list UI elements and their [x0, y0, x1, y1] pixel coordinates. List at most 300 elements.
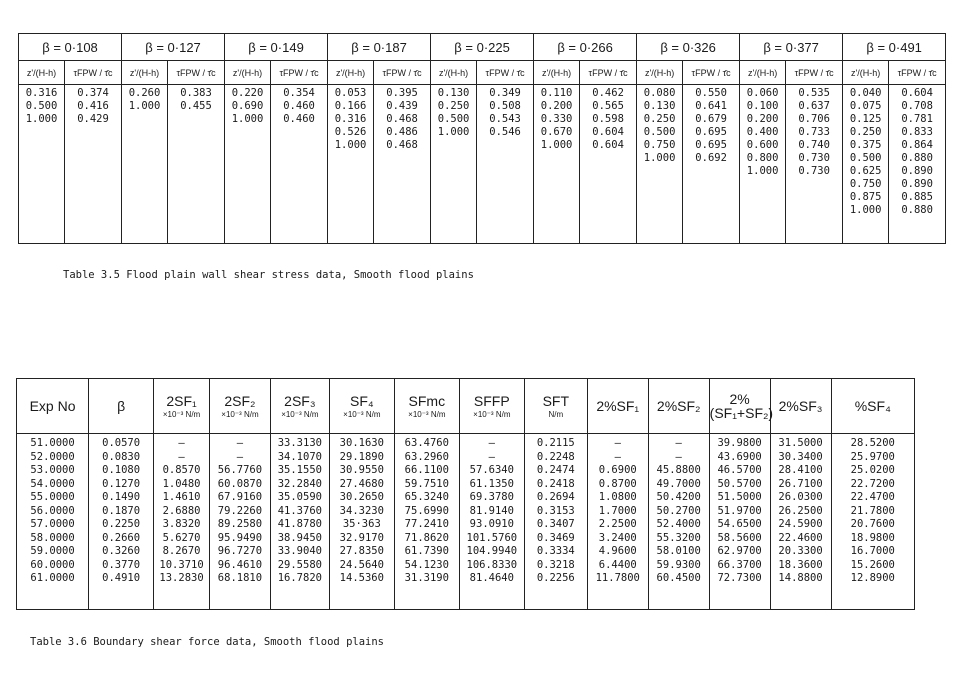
cell-value: —: [236, 437, 244, 449]
cell-value: 1.4610: [162, 491, 201, 503]
cell-value: 0.730: [798, 152, 830, 164]
tau-ratio-values: [580, 85, 637, 244]
cell-value: 0.316: [334, 113, 367, 125]
tau-ratio-values: [65, 85, 122, 244]
cell-value: 34.3230: [339, 504, 384, 517]
cell-value: 0.4910: [102, 572, 141, 584]
cell-value: 6.4400: [598, 558, 637, 571]
cell-value: 45.8800: [656, 464, 701, 476]
z-ratio-header: z'/(H-h): [122, 61, 168, 85]
cell-value: 79.2260: [217, 504, 263, 517]
cell-value: 31.5000: [778, 437, 823, 449]
cell-value: 1.000: [746, 165, 779, 177]
column-label: Exp No: [29, 398, 76, 414]
cell-value: 0.875: [849, 191, 882, 203]
cell-value: 0.800: [746, 152, 779, 164]
cell-value: 89.2580: [217, 518, 263, 530]
cell-value: —: [675, 450, 682, 463]
z-ratio-header: z'/(H-h): [328, 61, 374, 85]
cell-value: 1.0800: [598, 491, 637, 503]
cell-value: 0.316: [25, 87, 58, 99]
cell-value: 68.1810: [217, 572, 263, 584]
cell-value: 0.460: [283, 113, 315, 125]
cell-value: 50.5700: [717, 477, 762, 490]
column-label: SFmc: [408, 392, 446, 409]
cell-value: 96.4610: [217, 558, 263, 571]
cell-value: 1.000: [849, 204, 882, 216]
cell-value: 0.690: [231, 100, 264, 112]
cell-value: 0.625: [849, 165, 882, 177]
cell-value: 0.1490: [102, 491, 141, 503]
tau-ratio-header: τFPW / τ̄c: [580, 61, 637, 85]
cell-value: 0.890: [901, 178, 933, 190]
cell-value: 30.1630: [339, 437, 384, 449]
z-ratio-values: [534, 85, 580, 244]
z-ratio-values: [740, 85, 786, 244]
column-label: 2%SF₂: [656, 398, 701, 414]
column-values: [270, 434, 329, 610]
cell-value: 0.455: [180, 100, 212, 112]
z-ratio-header: z'/(H-h): [225, 61, 271, 85]
cell-value: 0.416: [77, 100, 109, 112]
tau-ratio-header: τFPW / τ̄c: [168, 61, 225, 85]
column-values: [209, 434, 270, 610]
cell-value: 60.0000: [30, 558, 75, 571]
column-unit: ×10⁻³ N/m: [473, 409, 511, 419]
cell-value: 0.546: [489, 126, 521, 138]
table-3-6-caption: Table 3.6 Boundary shear force data, Smooth flood plains: [30, 636, 385, 648]
cell-value: 51.0000: [30, 437, 75, 449]
cell-value: 61.0000: [30, 572, 75, 584]
beta-header: β = 0·377: [740, 34, 843, 61]
cell-value: 22.7200: [850, 477, 895, 490]
cell-value: 57.6340: [469, 464, 514, 476]
cell-value: 0.598: [592, 113, 624, 125]
cell-value: 1.000: [25, 113, 58, 125]
cell-value: 18.9800: [850, 531, 895, 544]
cell-value: 0.1270: [102, 477, 141, 490]
cell-value: 43.6900: [717, 450, 762, 463]
cell-value: 0.3407: [536, 518, 575, 530]
cell-value: 29.1890: [339, 450, 384, 463]
cell-value: 0.500: [437, 113, 470, 125]
cell-value: 33.9040: [277, 545, 322, 557]
cell-value: 0.462: [592, 87, 624, 99]
cell-value: 56.7760: [217, 464, 263, 476]
cell-value: 34.1070: [277, 450, 322, 463]
cell-value: 51.9700: [717, 504, 762, 517]
cell-value: 10.3710: [159, 558, 204, 571]
column-header: [394, 379, 459, 434]
cell-value: 0.740: [798, 139, 830, 151]
beta-header: β = 0·187: [328, 34, 431, 61]
cell-value: 0.349: [489, 87, 521, 99]
tau-ratio-values: [374, 85, 431, 244]
cell-value: 0.3334: [536, 545, 575, 557]
cell-value: 61.1350: [469, 477, 514, 490]
cell-value: 33.3130: [277, 437, 322, 449]
cell-value: 61.7390: [404, 545, 449, 557]
cell-value: 32.2840: [277, 477, 322, 490]
cell-value: 54.0000: [30, 477, 75, 490]
cell-value: 0.220: [231, 87, 264, 99]
cell-value: 25.9700: [850, 450, 895, 463]
column-values: [709, 434, 770, 610]
cell-value: 0.260: [128, 87, 161, 99]
cell-value: 38.9450: [277, 531, 322, 544]
column-values: [394, 434, 459, 610]
column-header: [648, 379, 709, 434]
column-header: [329, 379, 394, 434]
tau-ratio-values: [168, 85, 225, 244]
cell-value: 57.0000: [30, 518, 75, 530]
cell-value: —: [675, 437, 682, 449]
cell-value: 0.604: [901, 87, 933, 99]
z-ratio-values: [431, 85, 477, 244]
cell-value: 2.2500: [598, 518, 637, 530]
column-unit: ×10⁻³ N/m: [281, 409, 319, 419]
cell-value: 2.6880: [162, 504, 201, 517]
header-row: [17, 379, 915, 434]
cell-value: 65.3240: [404, 491, 449, 503]
cell-value: 18.3600: [778, 558, 823, 571]
z-ratio-values: [122, 85, 168, 244]
cell-value: 49.7000: [656, 477, 701, 490]
cell-value: 96.7270: [217, 545, 263, 557]
cell-value: 0.166: [334, 100, 367, 112]
cell-value: 1.000: [128, 100, 161, 112]
cell-value: 0.750: [849, 178, 882, 190]
cell-value: 0.730: [798, 165, 830, 177]
z-ratio-values: [225, 85, 271, 244]
cell-value: —: [488, 437, 495, 449]
cell-value: —: [614, 450, 621, 463]
cell-value: 41.3760: [277, 504, 322, 517]
cell-value: 0.508: [489, 100, 521, 112]
cell-value: 0.2694: [536, 491, 575, 503]
beta-header: β = 0·225: [431, 34, 534, 61]
cell-value: 0.0830: [102, 450, 141, 463]
cell-value: 1.000: [437, 126, 470, 138]
cell-value: 63.2960: [404, 450, 449, 463]
tau-ratio-header: τFPW / τ̄c: [477, 61, 534, 85]
column-values: [831, 434, 914, 610]
column-values: [587, 434, 648, 610]
cell-value: 95.9490: [217, 531, 263, 544]
column-header: [524, 379, 587, 434]
cell-value: 75.6990: [404, 504, 449, 517]
cell-value: 62.9700: [717, 545, 762, 557]
column-label: 2%SF₃: [778, 398, 823, 414]
cell-value: 31.3190: [404, 572, 449, 584]
cell-value: 0.130: [643, 100, 676, 112]
cell-value: 4.9600: [598, 545, 637, 557]
cell-value: 0.8570: [162, 464, 201, 476]
z-ratio-values: [328, 85, 374, 244]
cell-value: 16.7000: [850, 545, 895, 557]
cell-value: 0.526: [334, 126, 367, 138]
cell-value: 59.0000: [30, 545, 75, 557]
cell-value: 20.3300: [778, 545, 823, 557]
column-label: SFT: [542, 392, 570, 409]
cell-value: 30.3400: [778, 450, 823, 463]
cell-value: 26.0300: [778, 491, 823, 503]
beta-header: β = 0·491: [843, 34, 946, 61]
tau-ratio-header: τFPW / τ̄c: [271, 61, 328, 85]
z-ratio-header: z'/(H-h): [431, 61, 477, 85]
cell-value: 69.3780: [469, 491, 514, 503]
cell-value: 0.833: [901, 126, 933, 138]
cell-value: 0.1870: [102, 504, 141, 517]
cell-value: 25.0200: [850, 464, 895, 476]
cell-value: 0.2248: [536, 450, 575, 463]
cell-value: 67.9160: [217, 491, 263, 503]
cell-value: 0.604: [592, 126, 624, 138]
cell-value: 22.4600: [778, 531, 823, 544]
cell-value: 0.6900: [598, 464, 637, 476]
cell-value: 66.1100: [404, 464, 449, 476]
cell-value: 0.200: [746, 113, 779, 125]
column-label: 2%SF₁: [596, 398, 640, 414]
cell-value: 29.5580: [277, 558, 322, 571]
cell-value: 0.708: [901, 100, 933, 112]
tau-ratio-values: [477, 85, 534, 244]
cell-value: 52.0000: [30, 450, 75, 463]
column-label: 2SF₂: [224, 392, 256, 409]
cell-value: 51.5000: [717, 491, 762, 503]
data-row: [19, 85, 946, 244]
cell-value: 41.8780: [277, 518, 322, 530]
cell-value: 27.8350: [339, 545, 384, 557]
column-label: β: [117, 398, 126, 414]
column-header: [831, 379, 914, 434]
tau-ratio-values: [889, 85, 946, 244]
z-ratio-values: [843, 85, 889, 244]
cell-value: 0.500: [25, 100, 58, 112]
z-ratio-values: [637, 85, 683, 244]
cell-value: —: [488, 450, 495, 463]
z-ratio-values: [19, 85, 65, 244]
cell-value: 14.8800: [778, 572, 823, 584]
cell-value: 0.053: [334, 87, 367, 99]
cell-value: 39.9800: [717, 437, 762, 449]
cell-value: 0.429: [77, 113, 109, 125]
column-header: [459, 379, 524, 434]
cell-value: 53.0000: [30, 464, 75, 476]
cell-value: 50.2700: [656, 504, 701, 517]
beta-header: β = 0·108: [19, 34, 122, 61]
cell-value: 0.733: [798, 126, 830, 138]
cell-value: 0.637: [798, 100, 830, 112]
cell-value: 24.5640: [339, 558, 384, 571]
cell-value: 0.535: [798, 87, 830, 99]
cell-value: 28.5200: [850, 437, 895, 449]
cell-value: 0.354: [283, 87, 315, 99]
cell-value: 81.4640: [469, 572, 514, 584]
cell-value: 0.100: [746, 100, 779, 112]
cell-value: 0.200: [540, 100, 573, 112]
cell-value: 20.7600: [850, 518, 895, 530]
cell-value: 0.604: [592, 139, 624, 151]
cell-value: 106.8330: [466, 558, 518, 571]
cell-value: 0.468: [386, 139, 418, 151]
cell-value: 72.7300: [717, 572, 762, 584]
tau-ratio-values: [271, 85, 328, 244]
cell-value: 35.0590: [277, 491, 322, 503]
column-values: [17, 434, 89, 610]
column-unit: ×10⁻³ N/m: [162, 409, 201, 419]
cell-value: 26.2500: [778, 504, 823, 517]
cell-value: 0.2660: [102, 531, 141, 544]
beta-header-row: [19, 34, 946, 61]
z-ratio-header: z'/(H-h): [843, 61, 889, 85]
cell-value: 59.9300: [656, 558, 701, 571]
z-ratio-header: z'/(H-h): [740, 61, 786, 85]
cell-value: 0.880: [901, 152, 933, 164]
column-header: [270, 379, 329, 434]
cell-value: 0.8700: [598, 477, 637, 490]
cell-value: 0.250: [437, 100, 470, 112]
cell-value: 0.500: [849, 152, 882, 164]
column-values: [154, 434, 210, 610]
cell-value: 0.486: [386, 126, 418, 138]
z-ratio-header: z'/(H-h): [534, 61, 580, 85]
column-header: [89, 379, 154, 434]
cell-value: 0.2474: [536, 464, 575, 476]
cell-value: 5.6270: [162, 531, 201, 544]
column-unit: N/m: [548, 409, 564, 419]
tau-ratio-header: τFPW / τ̄c: [65, 61, 122, 85]
cell-value: 15.2600: [850, 558, 895, 571]
cell-value: 1.000: [334, 139, 367, 151]
cell-value: 55.3200: [656, 531, 701, 544]
cell-value: 35.1550: [277, 464, 322, 476]
column-header: [709, 379, 774, 434]
cell-value: 0.374: [77, 87, 109, 99]
cell-value: 27.4680: [339, 477, 384, 490]
tau-ratio-header: τFPW / τ̄c: [683, 61, 740, 85]
cell-value: 3.2400: [598, 531, 637, 544]
cell-value: 21.7800: [850, 504, 895, 517]
cell-value: 0.781: [901, 113, 933, 125]
sub-header-row: [19, 61, 946, 85]
cell-value: —: [178, 450, 185, 463]
cell-value: 0.439: [386, 100, 418, 112]
cell-value: —: [236, 450, 244, 463]
cell-value: 0.383: [180, 87, 212, 99]
cell-value: 1.000: [643, 152, 676, 164]
cell-value: 0.641: [695, 100, 727, 112]
beta-header: β = 0·266: [534, 34, 637, 61]
cell-value: 0.060: [746, 87, 779, 99]
cell-value: 0.2256: [536, 572, 575, 584]
cell-value: 0.885: [901, 191, 933, 203]
cell-value: 101.5760: [466, 531, 518, 544]
cell-value: 0.330: [540, 113, 573, 125]
table-3-6: [16, 378, 915, 610]
cell-value: 0.692: [695, 152, 727, 164]
column-label: 2SF₁: [166, 392, 197, 409]
cell-value: 0.550: [695, 87, 727, 99]
cell-value: 0.080: [643, 87, 676, 99]
cell-value: 0.250: [849, 126, 882, 138]
tau-ratio-values: [786, 85, 843, 244]
tau-ratio-header: τFPW / τ̄c: [889, 61, 946, 85]
column-label: 2SF₃: [284, 392, 316, 409]
cell-value: 32.9170: [339, 531, 384, 544]
cell-value: 0.695: [695, 126, 727, 138]
cell-value: 0.864: [901, 139, 933, 151]
cell-value: 0.3153: [536, 504, 575, 517]
z-ratio-header: z'/(H-h): [637, 61, 683, 85]
column-unit: ×10⁻³ N/m: [343, 409, 381, 419]
cell-value: 0.543: [489, 113, 521, 125]
cell-value: 0.3770: [102, 558, 141, 571]
cell-value: 52.4000: [656, 518, 701, 530]
beta-header: β = 0·326: [637, 34, 740, 61]
column-unit: ×10⁻³ N/m: [408, 409, 446, 419]
cell-value: 1.000: [231, 113, 264, 125]
tau-ratio-header: τFPW / τ̄c: [374, 61, 431, 85]
cell-value: 77.2410: [404, 518, 449, 530]
cell-value: 0.110: [540, 87, 573, 99]
cell-value: 54.6500: [717, 518, 762, 530]
cell-value: 58.5600: [717, 531, 762, 544]
z-ratio-header: z'/(H-h): [19, 61, 65, 85]
cell-value: 0.250: [643, 113, 676, 125]
cell-value: 22.4700: [850, 491, 895, 503]
cell-value: 0.2250: [102, 518, 141, 530]
cell-value: 0.500: [643, 126, 676, 138]
cell-value: 0.2115: [536, 437, 575, 449]
cell-value: 46.5700: [717, 464, 762, 476]
cell-value: 0.395: [386, 87, 418, 99]
column-header: [154, 379, 210, 434]
cell-value: 0.040: [849, 87, 882, 99]
beta-header: β = 0·149: [225, 34, 328, 61]
table-3-5-caption: Table 3.5 Flood plain wall shear stress data, Smooth flood plains: [63, 269, 474, 281]
column-header: [17, 379, 89, 434]
column-values: [524, 434, 587, 610]
cell-value: 0.460: [283, 100, 315, 112]
cell-value: 0.400: [746, 126, 779, 138]
cell-value: 104.9940: [466, 545, 518, 557]
cell-value: 0.695: [695, 139, 727, 151]
cell-value: 59.7510: [404, 477, 449, 490]
column-label: SF₄: [350, 392, 374, 409]
cell-value: 0.600: [746, 139, 779, 151]
cell-value: 0.130: [437, 87, 470, 99]
column-values: [89, 434, 154, 610]
cell-value: 0.2418: [536, 477, 575, 490]
cell-value: 1.7000: [598, 504, 637, 517]
cell-value: 60.4500: [656, 572, 701, 584]
cell-value: 66.3700: [717, 558, 762, 571]
column-label: SFFP: [473, 392, 510, 409]
column-values: [459, 434, 524, 610]
cell-value: 71.8620: [404, 531, 449, 544]
cell-value: 63.4760: [404, 437, 449, 449]
cell-value: —: [178, 437, 185, 449]
cell-value: 30.9550: [339, 464, 384, 476]
cell-value: 0.3469: [536, 531, 575, 544]
tau-ratio-values: [683, 85, 740, 244]
column-unit: ×10⁻³ N/m: [221, 409, 259, 419]
cell-value: 0.3218: [536, 558, 575, 571]
column-header: [770, 379, 831, 434]
cell-value: 60.0870: [217, 477, 263, 490]
cell-value: 0.1080: [102, 464, 141, 476]
